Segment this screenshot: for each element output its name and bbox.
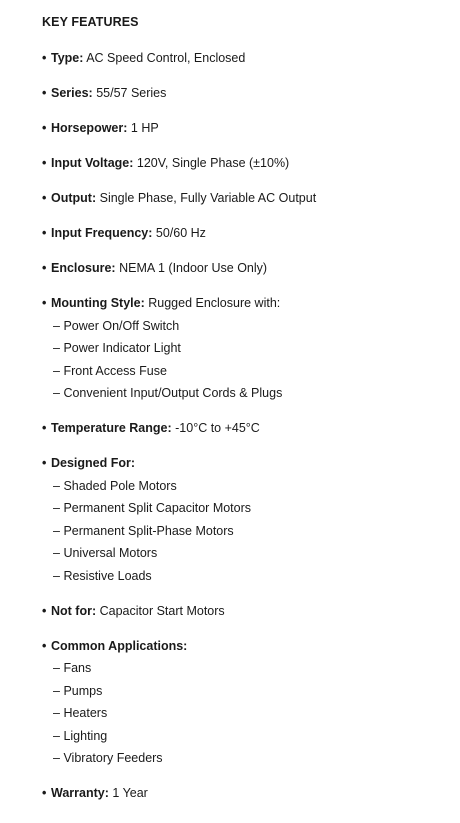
feature-label: Series: xyxy=(51,86,93,100)
feature-label: Mounting Style: xyxy=(51,296,145,310)
feature-subitem xyxy=(42,705,452,721)
feature-line xyxy=(42,455,452,471)
feature-value: Single Phase, Fully Variable AC Output xyxy=(99,191,317,205)
bullet-glyph: • xyxy=(42,603,47,618)
feature-item xyxy=(42,190,452,206)
feature-item xyxy=(42,225,452,241)
bullet-glyph: • xyxy=(42,786,47,800)
feature-line xyxy=(42,85,452,101)
feature-line xyxy=(42,603,452,619)
subitem-text: Permanent Split-Phase Motors xyxy=(63,523,234,538)
feature-subitem xyxy=(42,478,452,494)
feature-subitem xyxy=(42,523,452,539)
feature-subitem xyxy=(42,385,452,401)
feature-subitem xyxy=(42,318,452,334)
feature-label: Input Voltage: xyxy=(51,156,134,170)
feature-line xyxy=(42,638,452,654)
subitem-text: Permanent Split Capacitor Motors xyxy=(63,501,252,515)
feature-item xyxy=(42,85,452,101)
feature-item xyxy=(42,120,452,136)
feature-item xyxy=(42,260,452,276)
feature-label: Horsepower: xyxy=(51,121,128,135)
feature-subitem xyxy=(42,728,452,744)
dash-glyph: – xyxy=(53,546,60,560)
feature-subitem xyxy=(42,500,452,516)
dash-glyph: – xyxy=(53,341,60,355)
subitem-text: Fans xyxy=(63,661,92,675)
feature-value: 120V, Single Phase (±10%) xyxy=(136,156,290,170)
feature-label: Output: xyxy=(51,191,97,205)
dash-glyph: – xyxy=(53,728,60,743)
feature-line xyxy=(42,420,452,436)
feature-subitem xyxy=(42,545,452,561)
subitem-text: Power On/Off Switch xyxy=(63,318,180,333)
feature-line xyxy=(42,120,452,136)
subitem-text: Resistive Loads xyxy=(63,568,152,583)
feature-value: NEMA 1 (Indoor Use Only) xyxy=(119,261,268,275)
subitem-text: Heaters xyxy=(63,706,108,720)
feature-line xyxy=(42,190,452,206)
bullet-glyph: • xyxy=(42,296,47,310)
feature-item xyxy=(42,420,452,436)
feature-item xyxy=(42,455,452,584)
feature-item xyxy=(42,638,452,767)
subitem-text: Vibratory Feeders xyxy=(63,751,163,765)
feature-value: 55/57 Series xyxy=(96,86,167,100)
feature-line xyxy=(42,50,452,66)
feature-line xyxy=(42,785,452,801)
bullet-glyph: • xyxy=(42,638,47,653)
feature-value: Rugged Enclosure with: xyxy=(148,296,281,310)
feature-label: Type: xyxy=(51,51,84,65)
feature-label: Designed For: xyxy=(51,456,136,470)
bullet-glyph: • xyxy=(42,156,47,170)
dash-glyph: – xyxy=(53,318,60,333)
feature-value: Capacitor Start Motors xyxy=(99,603,225,618)
feature-line xyxy=(42,295,452,311)
bullet-glyph: • xyxy=(42,261,47,275)
dash-glyph: – xyxy=(53,501,60,515)
feature-label: Common Applications: xyxy=(51,638,188,653)
feature-value: 50/60 Hz xyxy=(155,226,206,240)
feature-label: Warranty: xyxy=(51,786,109,800)
dash-glyph: – xyxy=(53,683,60,698)
feature-line xyxy=(42,225,452,241)
subitem-text: Lighting xyxy=(63,728,108,743)
feature-subitem xyxy=(42,683,452,699)
feature-subitem xyxy=(42,340,452,356)
dash-glyph: – xyxy=(53,523,60,538)
subitem-text: Pumps xyxy=(63,683,103,698)
dash-glyph: – xyxy=(53,661,60,675)
subitem-text: Universal Motors xyxy=(63,546,158,560)
subitem-text: Front Access Fuse xyxy=(63,363,167,378)
feature-subitem xyxy=(42,660,452,676)
bullet-glyph: • xyxy=(42,226,47,240)
feature-label: Enclosure: xyxy=(51,261,116,275)
feature-value: AC Speed Control, Enclosed xyxy=(86,51,246,65)
dash-glyph: – xyxy=(53,706,60,720)
feature-line xyxy=(42,155,452,171)
feature-subitem xyxy=(42,750,452,766)
bullet-glyph: • xyxy=(42,51,47,65)
feature-label: Input Frequency: xyxy=(51,226,153,240)
bullet-glyph: • xyxy=(42,191,47,205)
feature-item xyxy=(42,295,452,401)
feature-item xyxy=(42,50,452,66)
feature-item xyxy=(42,603,452,619)
feature-list xyxy=(42,50,452,801)
feature-item xyxy=(42,785,452,801)
section-heading: KEY FEATURES xyxy=(42,15,139,29)
dash-glyph: – xyxy=(53,751,60,765)
feature-line xyxy=(42,260,452,276)
feature-value: 1 Year xyxy=(112,786,148,800)
bullet-glyph: • xyxy=(42,421,47,435)
feature-label: Not for: xyxy=(51,603,97,618)
dash-glyph: – xyxy=(53,363,60,378)
feature-label: Temperature Range: xyxy=(51,421,172,435)
feature-subitem xyxy=(42,568,452,584)
feature-value: 1 HP xyxy=(130,121,159,135)
feature-item xyxy=(42,155,452,171)
dash-glyph: – xyxy=(53,478,60,493)
feature-value: -10°C to +45°C xyxy=(175,421,260,435)
bullet-glyph: • xyxy=(42,121,47,135)
subitem-text: Shaded Pole Motors xyxy=(63,478,177,493)
dash-glyph: – xyxy=(53,386,60,400)
bullet-glyph: • xyxy=(42,456,47,470)
subitem-text: Convenient Input/Output Cords & Plugs xyxy=(63,386,283,400)
dash-glyph: – xyxy=(53,568,60,583)
feature-subitem xyxy=(42,363,452,379)
subitem-text: Power Indicator Light xyxy=(63,341,181,355)
bullet-glyph: • xyxy=(42,86,47,100)
